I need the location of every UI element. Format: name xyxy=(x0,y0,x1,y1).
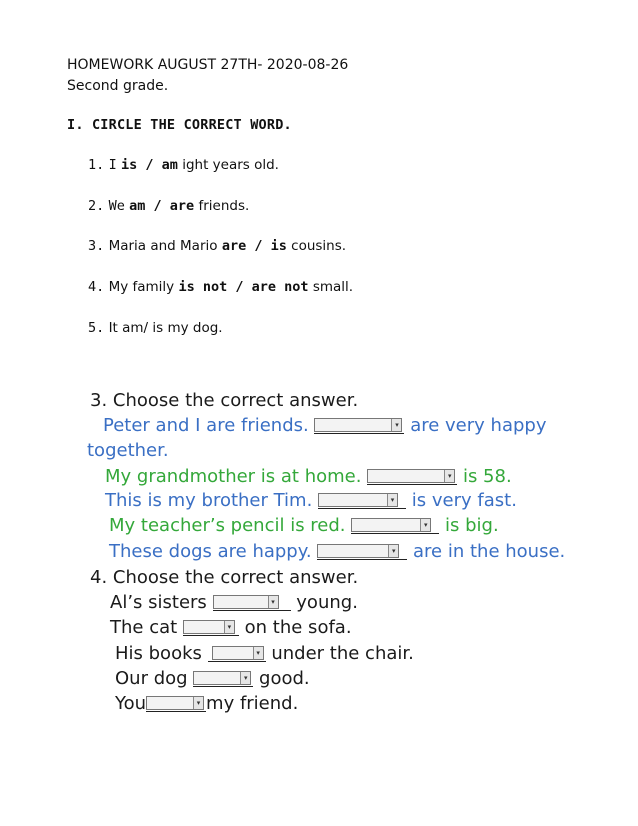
section3-heading: 3. Choose the correct answer. xyxy=(90,390,359,411)
answer-blank xyxy=(367,467,457,485)
section4-item-3: His books ▾ under the chair. xyxy=(115,643,414,664)
section3-item-5: These dogs are happy. ▾ are in the house. xyxy=(109,541,566,562)
section3-item-2: My grandmother is at home. ▾ is 58. xyxy=(105,466,512,487)
section1-item-4: 4. My family is not / are not small. xyxy=(88,279,354,295)
section3-item-1-cont: together. xyxy=(87,440,169,461)
section1-heading: I. CIRCLE THE CORRECT WORD. xyxy=(67,117,292,133)
section4-heading: 4. Choose the correct answer. xyxy=(90,567,359,588)
answer-dropdown[interactable] xyxy=(193,671,251,685)
answer-dropdown[interactable] xyxy=(318,493,398,507)
section3-item-4: My teacher’s pencil is red. ▾ is big. xyxy=(109,515,499,536)
answer-blank xyxy=(317,542,407,560)
answer-blank xyxy=(351,516,439,534)
answer-blank xyxy=(318,491,406,509)
grade-label: Second grade. xyxy=(67,78,169,94)
chevron-down-icon: ▾ xyxy=(240,672,250,684)
section1-item-5: 5. It am/ is my dog. xyxy=(88,320,223,336)
page-title: HOMEWORK AUGUST 27TH- 2020-08-26 xyxy=(67,57,349,73)
chevron-down-icon: ▾ xyxy=(268,596,278,608)
section4-item-4: Our dog ▾ good. xyxy=(115,668,310,689)
answer-blank xyxy=(183,618,239,636)
answer-dropdown[interactable] xyxy=(367,469,455,483)
answer-dropdown[interactable] xyxy=(317,544,399,558)
answer-blank xyxy=(314,416,404,434)
answer-dropdown[interactable] xyxy=(146,696,204,710)
answer-dropdown[interactable] xyxy=(314,418,402,432)
chevron-down-icon: ▾ xyxy=(387,494,397,506)
chevron-down-icon: ▾ xyxy=(193,697,203,709)
chevron-down-icon: ▾ xyxy=(391,419,401,431)
chevron-down-icon: ▾ xyxy=(420,519,430,531)
section4-item-1: Al’s sisters ▾ young. xyxy=(110,592,358,613)
answer-blank xyxy=(208,644,266,662)
answer-blank xyxy=(213,593,291,611)
chevron-down-icon: ▾ xyxy=(388,545,398,557)
answer-dropdown[interactable] xyxy=(212,646,264,660)
answer-dropdown[interactable] xyxy=(351,518,431,532)
answer-dropdown[interactable] xyxy=(183,620,235,634)
chevron-down-icon: ▾ xyxy=(224,621,234,633)
section1-item-3: 3. Maria and Mario are / is cousins. xyxy=(88,238,347,254)
section4-item-5: You ▾ my friend. xyxy=(115,693,299,714)
chevron-down-icon: ▾ xyxy=(444,470,454,482)
section3-item-1: Peter and I are friends. ▾ are very happy xyxy=(103,415,547,436)
chevron-down-icon: ▾ xyxy=(253,647,263,659)
section1-item-2: 2. We am / are friends. xyxy=(88,198,250,214)
answer-blank xyxy=(146,694,206,712)
answer-blank xyxy=(193,669,253,687)
answer-dropdown[interactable] xyxy=(213,595,279,609)
section3-item-3: This is my brother Tim. ▾ is very fast. xyxy=(105,490,517,511)
section4-item-2: The cat ▾ on the sofa. xyxy=(110,617,352,638)
section1-item-1: 1. I is / am ight years old. xyxy=(88,157,279,173)
